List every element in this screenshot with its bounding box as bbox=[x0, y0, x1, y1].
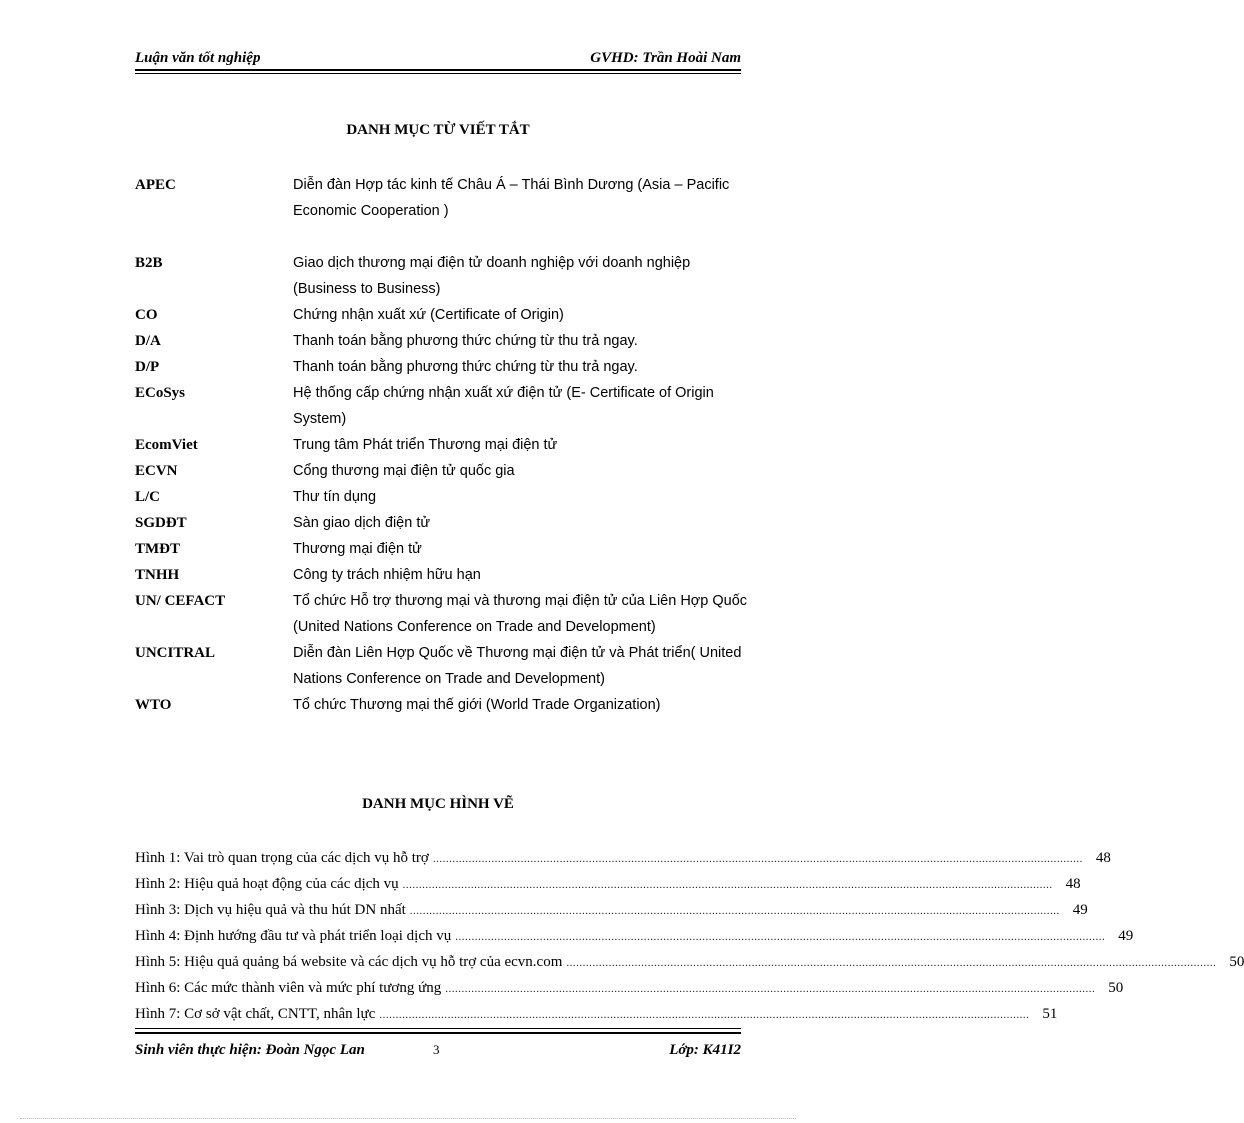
dot-leader: ........................................................................................................................................................................................................ bbox=[409, 905, 1060, 917]
abbreviation-description: Công ty trách nhiệm hữu hạn bbox=[293, 567, 481, 583]
abbreviation-description: Trung tâm Phát triển Thương mại điện tử bbox=[293, 437, 558, 453]
abbreviation-description: Thương mại điện tử bbox=[293, 541, 422, 557]
figure-page-number: 50 bbox=[1229, 954, 1244, 970]
page-header bbox=[135, 50, 741, 70]
dot-leader: ........................................................................................................................................................................................................ bbox=[566, 957, 1217, 969]
dot-leader: ........................................................................................................................................................................................................ bbox=[432, 853, 1083, 865]
header-supervisor: GVHD: Trần Hoài Nam bbox=[590, 50, 741, 66]
header-rule-thin bbox=[135, 73, 741, 74]
figure-row bbox=[135, 975, 1124, 1001]
abbreviation-code: APEC bbox=[135, 177, 176, 193]
page-footer bbox=[135, 1042, 741, 1062]
figures-title: DANH MỤC HÌNH VẼ bbox=[362, 796, 514, 812]
footer-rule-thick bbox=[135, 1032, 741, 1034]
dot-leader: ........................................................................................................................................................................................................ bbox=[402, 879, 1053, 891]
abbreviation-description: Diễn đàn Liên Hợp Quốc về Thương mại điện tử và Phát triển( United Nations Conference on Trade and Development) bbox=[293, 645, 742, 687]
abbreviation-row bbox=[135, 536, 755, 562]
figure-label: Hình 4: Định hướng đầu tư và phát triển loại dịch vụ bbox=[135, 928, 452, 944]
figure-label: Hình 3: Dịch vụ hiệu quả và thu hút DN nhất bbox=[135, 902, 406, 918]
abbreviation-code: TMĐT bbox=[135, 541, 180, 557]
abbreviation-row bbox=[135, 432, 755, 458]
abbreviation-row bbox=[135, 692, 755, 718]
abbreviation-code: D/P bbox=[135, 359, 160, 375]
figure-page-number: 50 bbox=[1108, 980, 1124, 996]
page-edge bbox=[20, 1118, 796, 1119]
abbreviation-code: ECoSys bbox=[135, 385, 186, 401]
figure-label: Hình 7: Cơ sở vật chất, CNTT, nhân lực bbox=[135, 1006, 376, 1022]
abbreviation-code: SGDĐT bbox=[135, 515, 187, 531]
figure-row bbox=[135, 897, 1088, 923]
figure-label: Hình 6: Các mức thành viên và mức phí tương ứng bbox=[135, 980, 442, 996]
abbreviation-code: CO bbox=[135, 307, 158, 323]
footer-student: Sinh viên thực hiện: Đoàn Ngọc Lan bbox=[135, 1042, 365, 1058]
figure-row bbox=[135, 1001, 1058, 1027]
abbreviation-description: Thanh toán bằng phương thức chứng từ thu trả ngay. bbox=[293, 359, 638, 375]
abbreviations-title: DANH MỤC TỪ VIẾT TẮT bbox=[346, 122, 530, 138]
abbreviation-row bbox=[135, 380, 755, 432]
abbreviation-code: WTO bbox=[135, 697, 172, 713]
abbreviation-description: Thanh toán bằng phương thức chứng từ thu trả ngay. bbox=[293, 333, 638, 349]
abbreviation-code: D/A bbox=[135, 333, 161, 349]
footer-rule-thin bbox=[135, 1028, 741, 1029]
abbreviation-code: TNHH bbox=[135, 567, 180, 583]
figures-list bbox=[135, 845, 1244, 1027]
abbreviation-code: B2B bbox=[135, 255, 163, 271]
page-number: 3 bbox=[433, 1042, 440, 1057]
figure-row bbox=[135, 923, 1134, 949]
figure-page-number: 48 bbox=[1065, 876, 1081, 892]
abbreviation-code: EcomViet bbox=[135, 437, 198, 453]
abbreviation-description: Chứng nhận xuất xứ (Certificate of Origin) bbox=[293, 307, 564, 323]
abbreviation-row bbox=[135, 302, 755, 328]
figure-page-number: 48 bbox=[1095, 850, 1111, 866]
figure-row bbox=[135, 845, 1111, 871]
footer-class: Lớp: K41I2 bbox=[669, 1042, 741, 1058]
figure-page-number: 51 bbox=[1042, 1006, 1058, 1022]
abbreviation-description: Diễn đàn Hợp tác kinh tế Châu Á – Thái Bình Dương (Asia – Pacific Economic Cooperation ) bbox=[293, 177, 730, 219]
abbreviation-row bbox=[135, 640, 755, 692]
figure-row bbox=[135, 871, 1081, 897]
figure-label: Hình 2: Hiệu quả hoạt động của các dịch vụ bbox=[135, 876, 399, 892]
abbreviation-description: Hệ thống cấp chứng nhận xuất xứ điện tử (E- Certificate of Origin System) bbox=[293, 385, 714, 427]
abbreviation-code: ECVN bbox=[135, 463, 178, 479]
figure-row bbox=[135, 949, 1244, 975]
header-rule-thick bbox=[135, 69, 741, 71]
abbreviation-row bbox=[135, 172, 755, 224]
figure-label: Hình 5: Hiệu quả quảng bá website và các dịch vụ hỗ trợ của ecvn.com bbox=[135, 954, 563, 970]
abbreviation-row bbox=[135, 562, 755, 588]
abbreviation-description: Thư tín dụng bbox=[293, 489, 377, 505]
figure-page-number: 49 bbox=[1118, 928, 1134, 944]
abbreviation-code: UN/ CEFACT bbox=[135, 593, 226, 609]
abbreviation-code: UNCITRAL bbox=[135, 645, 216, 661]
abbreviation-row bbox=[135, 510, 755, 536]
dot-leader: ........................................................................................................................................................................................................ bbox=[445, 983, 1096, 995]
abbreviation-description: Tổ chức Hỗ trợ thương mại và thương mại điện tử của Liên Hợp Quốc (United Nations Conference on Trade and Development) bbox=[293, 593, 748, 635]
abbreviation-description: Tổ chức Thương mại thế giới (World Trade Organization) bbox=[293, 697, 661, 713]
abbreviation-description: Sàn giao dịch điện tử bbox=[293, 515, 431, 531]
abbreviation-code: L/C bbox=[135, 489, 161, 505]
abbreviation-description: Giao dịch thương mại điện tử doanh nghiệp với doanh nghiệp (Business to Business) bbox=[293, 255, 691, 297]
abbreviation-row bbox=[135, 458, 755, 484]
figure-label: Hình 1: Vai trò quan trọng của các dịch vụ hỗ trợ bbox=[135, 850, 429, 866]
header-thesis-title: Luận văn tốt nghiệp bbox=[135, 50, 261, 66]
abbreviation-description: Cổng thương mại điện tử quốc gia bbox=[293, 463, 515, 479]
abbreviation-row bbox=[135, 588, 755, 640]
abbreviation-row bbox=[135, 328, 755, 354]
dot-leader: ........................................................................................................................................................................................................ bbox=[379, 1009, 1030, 1021]
dot-leader: ........................................................................................................................................................................................................ bbox=[455, 931, 1106, 943]
abbreviation-row bbox=[135, 354, 755, 380]
figure-page-number: 49 bbox=[1072, 902, 1088, 918]
abbreviation-row bbox=[135, 484, 755, 510]
abbreviation-row bbox=[135, 250, 755, 302]
abbreviations-list bbox=[135, 172, 755, 718]
